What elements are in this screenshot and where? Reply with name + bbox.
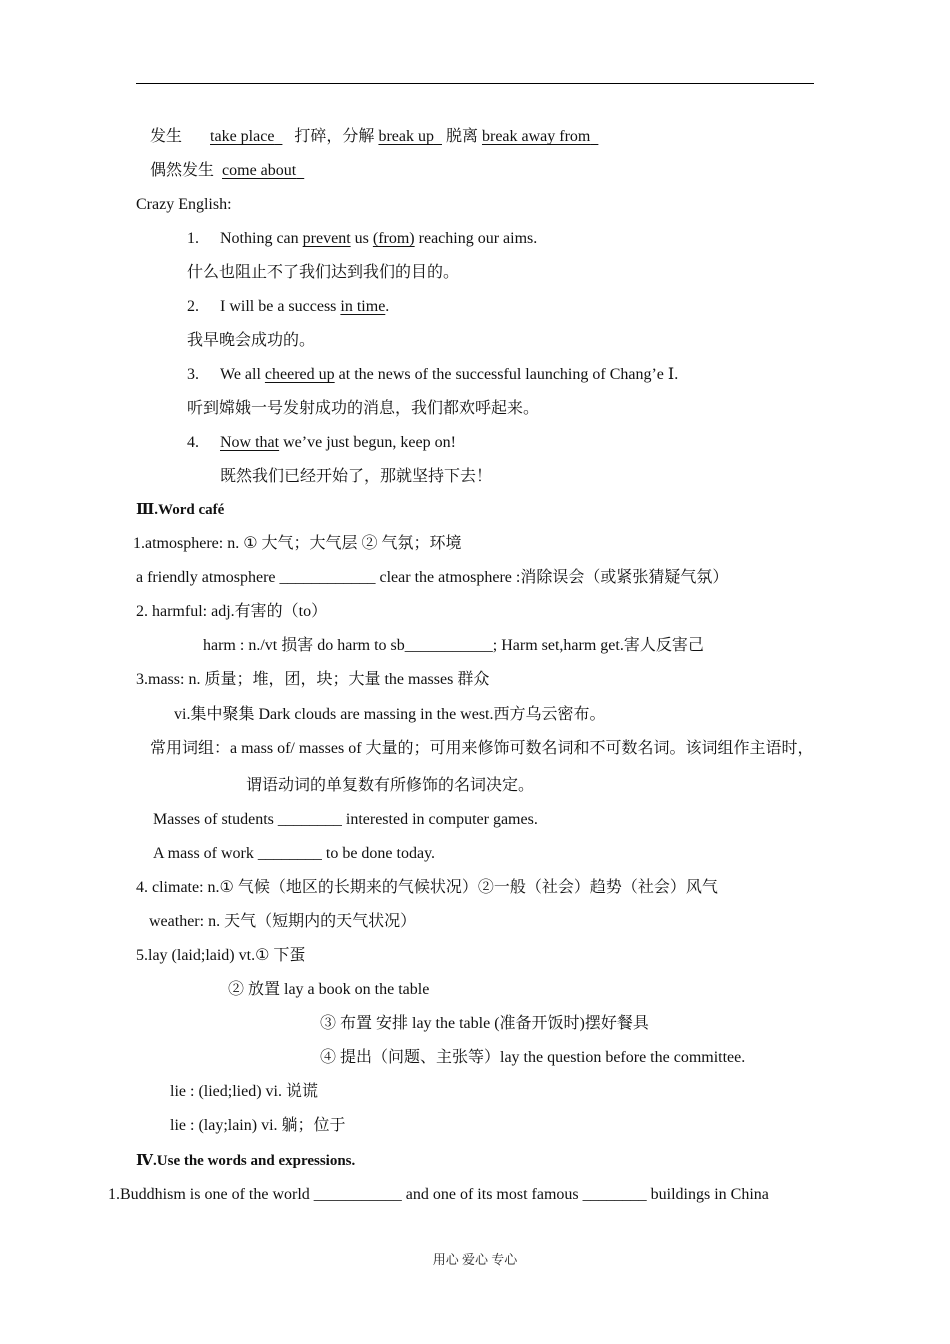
word-lie-2: lie : (lay;lain) vi. 躺；位于 [170,1117,346,1134]
word-lay: 5.lay (laid;laid) vt.① 下蛋 [136,947,306,964]
crazy-english-heading: Crazy English: [136,196,232,213]
word-line: ② 放置 lay a book on the table [228,981,430,998]
phrase-en: come about [222,162,297,179]
crazy-item-3-cn: 听到嫦娥一号发射成功的消息，我们都欢呼起来。 [187,400,540,417]
page-footer: 用心 爱心 专心 [432,1252,518,1267]
word-line: a friendly atmosphere ____________ clear the atmosphere :消除误会（或紧张猜疑气氛） [136,569,729,586]
word-atmosphere: 1.atmosphere: n. ① 大气；大气层 ② 气氛；环境 [133,535,462,552]
phrase-en: take place [210,128,275,145]
phrase-en: break up [378,128,434,145]
phrase-cn: 发生 [150,128,183,145]
word-line: ③ 布置 安排 lay the table (准备开饭时)摆好餐具 [320,1015,649,1032]
crazy-item-4-cn: 既然我们已经开始了，那就坚持下去！ [220,468,493,485]
crazy-item-4: 4. Now that we’ve just begun, keep on! [187,434,456,451]
phrase-en: break away from [481,128,591,145]
word-lie-1: lie : (lied;lied) vi. 说谎 [170,1083,318,1100]
word-line: harm : n./vt 损害 do harm to sb___________; Harm set,harm get.害人反害己 [203,637,704,654]
exercise-line-1: 1.Buddhism is one of the world ___________ and one of its most famous ________ buildings in China [108,1186,769,1203]
section-3-title: Ⅲ.Word café [136,502,225,518]
section-4-title: Ⅳ.Use the words and expressions. [136,1153,356,1169]
crazy-item-3: 3. We all cheered up at the news of the successful launching of Chang’e Ⅰ. [187,366,679,383]
phrase-cn: 脱离 [445,128,478,145]
phrase-line-1 [150,127,598,147]
crazy-item-1-cn: 什么也阻止不了我们达到我们的目的。 [187,264,460,281]
phrase-cn: 偶然发生 [150,162,215,179]
phrase-cn: 打碎，分解 [294,128,375,145]
word-mass: 3.mass: n. 质量；堆，团，块；大量 the masses 群众 [136,671,490,688]
phrase-line-2 [150,161,304,181]
word-line: ④ 提出（问题、主张等）lay the question before the committee. [320,1049,746,1066]
word-line: 谓语动词的单复数有所修饰的名词决定。 [246,777,535,794]
word-line: Masses of students ________ interested in computer games. [153,811,538,828]
word-line: A mass of work ________ to be done today. [153,845,436,862]
crazy-item-1: 1. Nothing can prevent us (from) reaching our aims. [187,230,538,247]
crazy-item-2-cn: 我早晚会成功的。 [187,332,316,349]
header-rule [136,83,814,84]
word-climate: 4. climate: n.① 气候（地区的长期来的气候状况）②一般（社会）趋势（社会）风气 [136,879,718,896]
word-harmful: 2. harmful: adj.有害的（to） [136,603,328,620]
crazy-item-2: 2. I will be a success in time. [187,298,390,315]
word-weather: weather: n. 天气（短期内的天气状况） [149,913,417,930]
word-line: 常用词组：a mass of/ masses of 大量的；可用来修饰可数名词和不可数名词。该词组作主语时， [150,740,814,757]
word-line: vi.集中聚集 Dark clouds are massing in the west.西方乌云密布。 [174,706,606,723]
